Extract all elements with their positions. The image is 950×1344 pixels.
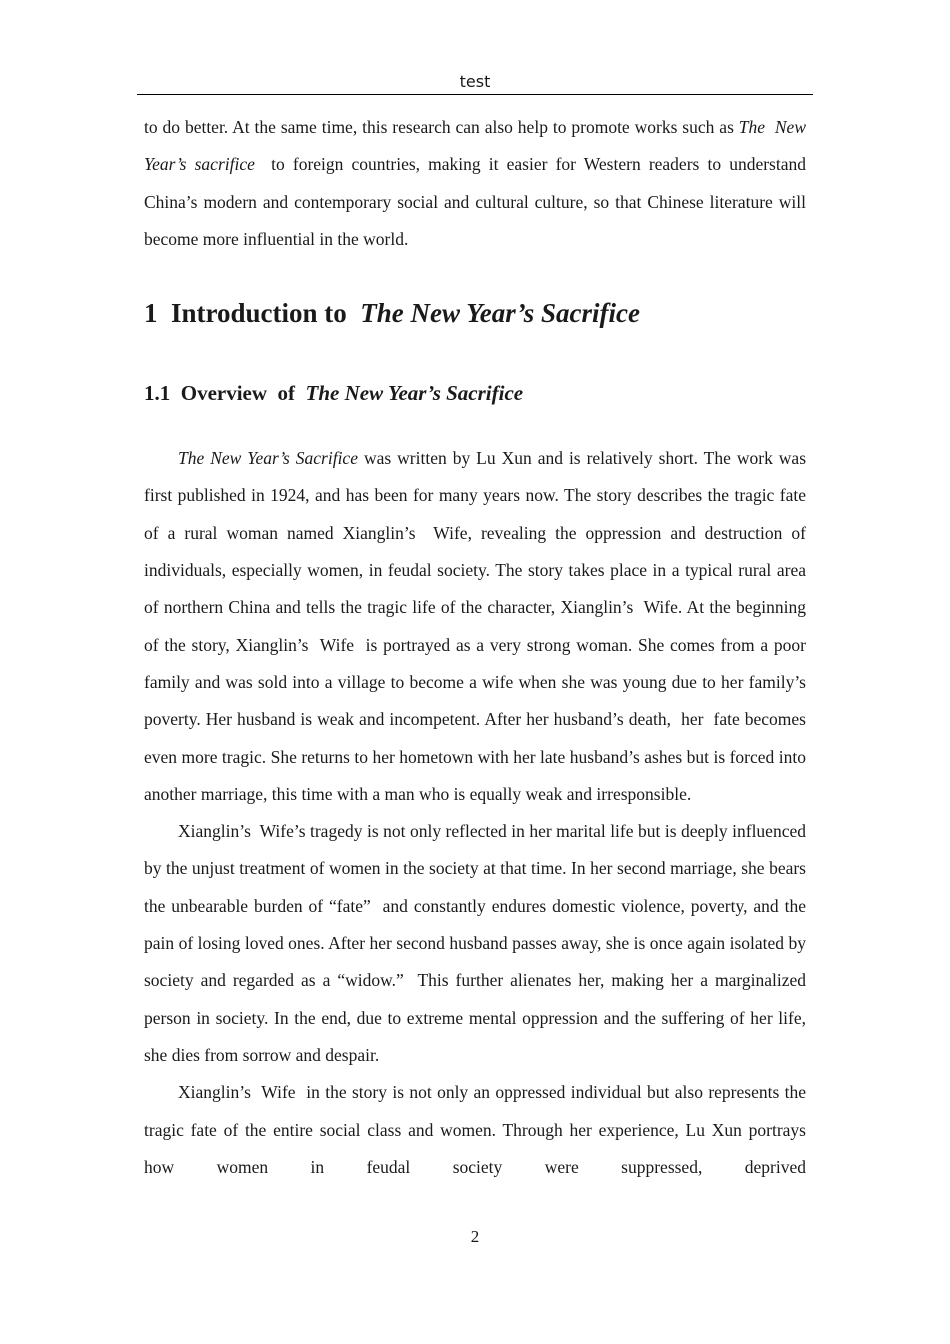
page-number-text: 2 [470, 1227, 480, 1246]
header-text: test [459, 72, 491, 91]
section-heading-1-number: 1 [144, 298, 158, 329]
intro-paragraph [144, 109, 811, 258]
document-body [144, 109, 811, 1186]
intro-work-title: The New Year’s sacrifice [144, 117, 811, 175]
section-heading-1 [144, 295, 806, 331]
page-header [137, 70, 813, 95]
body-paragraph-2-text: Xianglin’s Wife’s tragedy is not only reflected in her marital life but is deeply influenced by the unjust treatment of women in the society at that time. In her second marriage, she bears the unbearable burden of “fate” and constantly endures domestic violence, poverty, and the pain of losing loved ones. After her second husband passes away, she is once again isolated by society and regarded as a “widow.” This further alienates her, making her a marginalized person in society. In the end, due to extreme mental oppression and the suffering of her life, she dies from sorrow and despair. [144, 821, 811, 1065]
body-paragraph-1-text: was written by Lu Xun and is relatively short. The work was first published in 1924, and has been for many years now. The story describes the tragic fate of a rural woman named Xianglin’s Wife, revealing the oppression and destruction of individuals, especially women, in feudal society. The story takes place in a typical rural area of northern China and tells the tragic life of the character, Xianglin’s Wife. At the beginning of the story, Xianglin’s Wife is portrayed as a very strong woman. She comes from a poor family and was sold into a village to become a wife when she was young due to her family’s poverty. Her husband is weak and incompetent. After her husband’s death, her fate becomes even more tragic. She returns to her hometown with her late husband’s ashes but is forced into another marriage, this time with a man who is equally weak and irresponsible. [144, 448, 811, 804]
section-heading-1-1-title: The New Year’s Sacrifice [305, 381, 524, 406]
body-paragraph-3 [144, 1074, 811, 1186]
intro-text-part2: to foreign countries, making it easier for Western readers to understand China’s modern and contemporary social and cultural culture, so that Chinese literature will become more influential in the world. [144, 154, 811, 249]
section-heading-1-1 [144, 378, 806, 408]
section-heading-1-1-label: Overview of [180, 381, 296, 406]
body-paragraph-2 [144, 813, 811, 1074]
section-heading-1-title: The New Year’s Sacrifice [360, 298, 640, 329]
body-paragraph-1-work-title: The New Year’s Sacrifice [178, 448, 358, 469]
section-heading-1-1-number: 1.1 [144, 381, 171, 406]
body-paragraph-1 [144, 440, 811, 813]
page-number [0, 1226, 950, 1248]
intro-text-part1: to do better. At the same time, this research can also help to promote works such as [144, 117, 739, 137]
section-heading-1-label: Introduction to [171, 298, 347, 329]
body-paragraph-3-text: Xianglin’s Wife in the story is not only an oppressed individual but also represents the tragic fate of the entire social class and women. Through her experience, Lu Xun portrays how women in feudal society were suppressed, deprived [144, 1082, 811, 1177]
